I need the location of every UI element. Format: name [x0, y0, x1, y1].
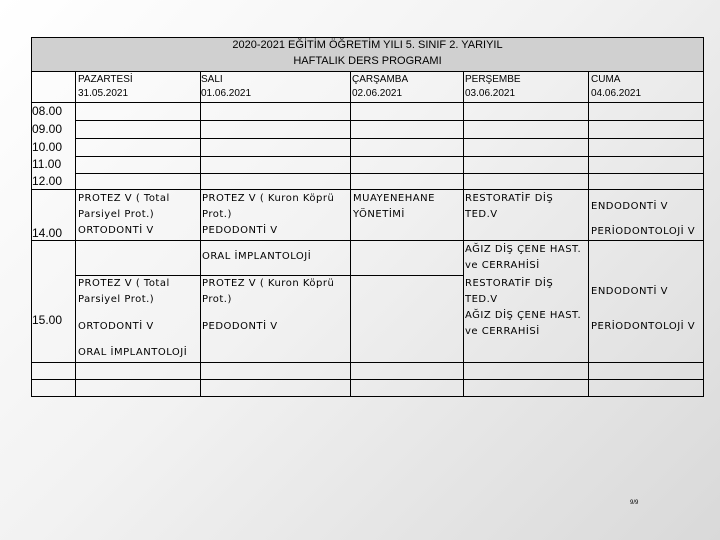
- day-name: PAZARTESİ: [78, 74, 133, 85]
- lesson-line: ORTODONTİ V: [78, 321, 154, 332]
- grid-line: [588, 71, 589, 397]
- grid-line: [31, 37, 704, 38]
- grid-line: [75, 156, 704, 157]
- lesson-line: RESTORATİF DİŞ: [465, 193, 554, 204]
- lesson-cell-mon-14: [78, 191, 170, 239]
- lesson-cell-fri-15: [591, 284, 668, 300]
- lesson-cell-wed-14: [353, 191, 435, 223]
- day-header-thursday: [465, 73, 521, 101]
- lesson-line: PEDODONTİ V: [202, 321, 278, 332]
- title-line-1: 2020-2021 EĞİTİM ÖĞRETİM YILI 5. SINIF 2. YARIYIL: [232, 39, 503, 51]
- lesson-cell-tue-15: [202, 276, 334, 308]
- lesson-cell-mon-15c: [78, 345, 187, 361]
- day-name: PERŞEMBE: [465, 74, 521, 85]
- grid-line: [31, 379, 704, 380]
- time-label: 15.00: [32, 313, 63, 327]
- time-label: 08.00: [32, 104, 63, 118]
- lesson-line: ENDODONTİ V: [591, 201, 668, 212]
- lesson-line: RESTORATİF DİŞ: [465, 278, 554, 289]
- day-date: 01.06.2021: [201, 88, 252, 99]
- grid-line: [75, 71, 76, 397]
- day-header-friday: [591, 73, 641, 101]
- lesson-line: ve CERRAHİSİ: [465, 326, 540, 337]
- page-number: 9/9: [630, 500, 639, 506]
- grid-line: [75, 138, 704, 139]
- lesson-line: PERİODONTOLOJİ V: [591, 321, 696, 332]
- lesson-line: MUAYENEHANE: [353, 193, 435, 204]
- lesson-line: Parsiyel Prot.): [78, 209, 155, 220]
- lesson-cell-tue-14: [202, 191, 334, 239]
- lesson-line: AĞIZ DİŞ ÇENE HAST.: [465, 310, 582, 321]
- day-name: SALI: [201, 74, 223, 85]
- lesson-cell-tue-14b: [202, 249, 311, 265]
- lesson-line: Prot.): [202, 209, 232, 220]
- lesson-cell-thu-14: [465, 191, 553, 223]
- lesson-cell-fri-14: [591, 199, 668, 215]
- schedule-title: [31, 37, 704, 71]
- lesson-line: PERİODONTOLOJİ V: [591, 226, 696, 237]
- day-header-monday: [78, 73, 133, 101]
- lesson-cell-fri-15b: [591, 319, 695, 335]
- grid-line: [75, 173, 704, 174]
- lesson-line: PROTEZ V ( Total: [78, 278, 170, 289]
- time-label: 10.00: [32, 140, 63, 154]
- time-label: 09.00: [32, 122, 63, 136]
- time-label: 14.00: [32, 226, 63, 240]
- day-name: CUMA: [591, 74, 621, 85]
- lesson-line: Prot.): [202, 294, 232, 305]
- lesson-line: YÖNETİMİ: [353, 209, 405, 220]
- lesson-cell-mon-15: [78, 276, 170, 308]
- lesson-cell-fri-14b: [591, 224, 695, 240]
- day-name: ÇARŞAMBA: [352, 74, 409, 85]
- day-header-tuesday: [201, 73, 251, 101]
- lesson-line: PROTEZ V ( Kuron Köprü: [202, 278, 335, 289]
- day-date: 31.05.2021: [78, 88, 129, 99]
- lesson-line: ENDODONTİ V: [591, 286, 668, 297]
- grid-line: [350, 71, 351, 397]
- time-label: 12.00: [32, 174, 63, 188]
- time-label: 11.00: [32, 157, 62, 171]
- lesson-line: ORAL İMPLANTOLOJİ: [202, 251, 312, 262]
- lesson-cell-tue-15b: [202, 319, 278, 335]
- lesson-line: Parsiyel Prot.): [78, 294, 155, 305]
- grid-line: [31, 102, 704, 103]
- lesson-line: PEDODONTİ V: [202, 225, 278, 236]
- grid-line: [31, 71, 704, 72]
- grid-line: [31, 189, 704, 190]
- lesson-line: AĞIZ DİŞ ÇENE HAST.: [465, 244, 582, 255]
- lesson-line: ve CERRAHİSİ: [465, 260, 540, 271]
- grid-line: [31, 396, 704, 397]
- title-line-2: HAFTALIK DERS PROGRAMI: [293, 55, 442, 67]
- grid-line: [31, 240, 704, 241]
- day-date: 03.06.2021: [465, 88, 516, 99]
- grid-line: [31, 37, 32, 397]
- lesson-line: PROTEZ V ( Total: [78, 193, 170, 204]
- grid-line: [31, 362, 704, 363]
- lesson-line: ORAL İMPLANTOLOJİ: [78, 347, 188, 358]
- grid-line: [703, 37, 704, 397]
- lesson-line: ORTODONTİ V: [78, 225, 154, 236]
- day-date: 02.06.2021: [352, 88, 403, 99]
- day-date: 04.06.2021: [591, 88, 642, 99]
- day-header-wednesday: [352, 73, 408, 101]
- lesson-cell-mon-15b: [78, 319, 154, 335]
- grid-line: [200, 71, 201, 397]
- lesson-line: TED.V: [465, 294, 498, 305]
- lesson-cell-thu-15: [465, 276, 581, 340]
- lesson-cell-thu-14b: [465, 242, 581, 274]
- lesson-line: TED.V: [465, 209, 498, 220]
- grid-line: [75, 120, 704, 121]
- grid-line: [463, 71, 464, 397]
- lesson-line: PROTEZ V ( Kuron Köprü: [202, 193, 335, 204]
